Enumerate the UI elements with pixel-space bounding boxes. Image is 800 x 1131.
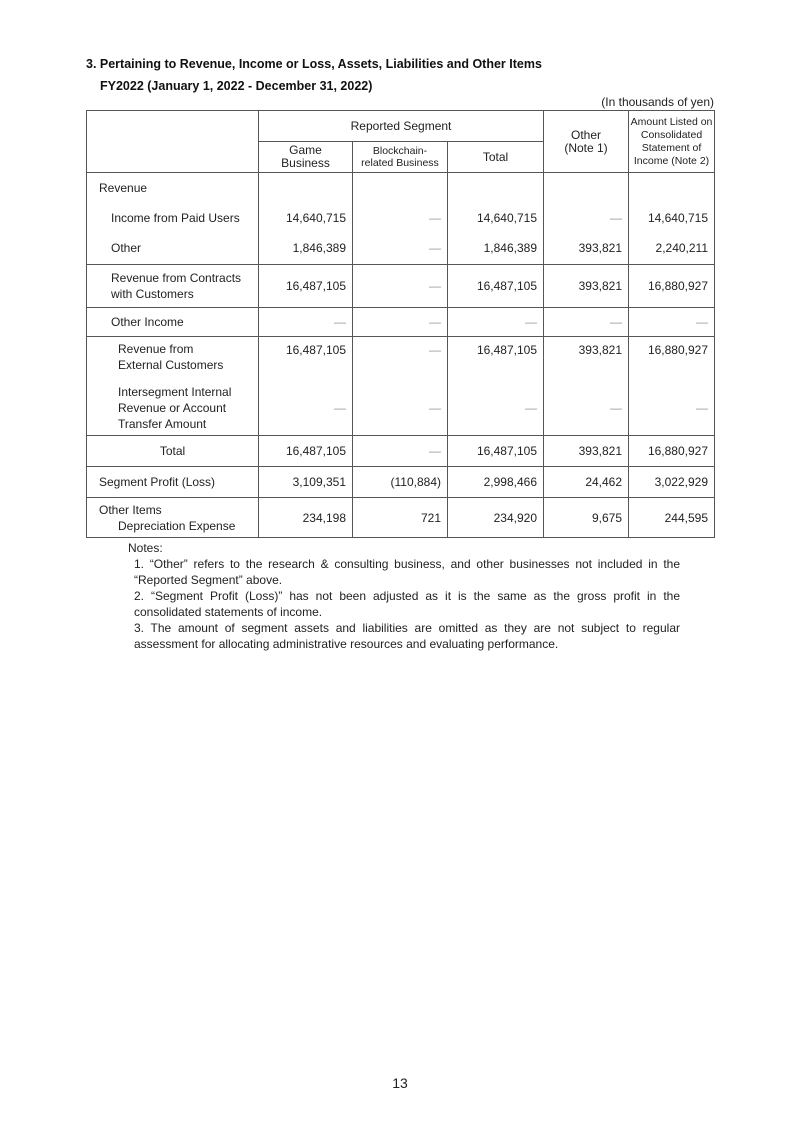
value-cell: —: [544, 381, 629, 436]
value-cell: —: [448, 308, 544, 337]
table-row: [87, 265, 715, 308]
note-3: 3. The amount of segment assets and liabilities are omitted as they are not subject to regular assessment for allocating administrative resources and evaluating performance.: [134, 621, 680, 651]
value-cell: (110,884): [353, 467, 448, 498]
value-cell: [353, 173, 448, 203]
value-cell: —: [629, 381, 715, 436]
value-cell: 24,462: [544, 467, 629, 498]
value-cell: 16,880,927: [629, 265, 715, 308]
value-cell: 16,487,105: [448, 265, 544, 308]
value-cell: [259, 173, 353, 203]
row-label: Revenue from External Customers: [118, 342, 224, 372]
value-cell: 244,595: [629, 498, 715, 538]
value-cell: —: [629, 308, 715, 337]
page-number: 13: [392, 1075, 408, 1091]
notes-title: Notes:: [128, 541, 163, 555]
value-cell: —: [544, 203, 629, 233]
row-label: Other Income: [111, 315, 184, 329]
value-cell: —: [448, 381, 544, 436]
value-cell: 393,821: [544, 436, 629, 467]
label-cell: [87, 467, 259, 498]
value-cell: 1,846,389: [259, 233, 353, 265]
value-cell: 393,821: [544, 233, 629, 265]
note-2: 2. “Segment Profit (Loss)” has not been adjusted as it is the same as the gross profit in the consolidated statements of income.: [134, 589, 680, 619]
value-cell: 1,846,389: [448, 233, 544, 265]
value-cell: 3,022,929: [629, 467, 715, 498]
value-cell: —: [259, 308, 353, 337]
table-row: [87, 173, 715, 203]
value-cell: [448, 173, 544, 203]
value-cell: 3,109,351: [259, 467, 353, 498]
value-cell: 16,487,105: [448, 436, 544, 467]
value-cell: 721: [353, 498, 448, 538]
row-sublabel: Depreciation Expense: [118, 518, 236, 533]
header-consolidated: Amount Listed on Consolidated Statement of Income (Note 2): [629, 111, 715, 173]
row-label: Income from Paid Users: [111, 210, 240, 225]
note-1: 1. “Other” refers to the research & consulting business, and other businesses not included in the “Reported Segment” above.: [134, 557, 680, 587]
row-label: Revenue: [99, 180, 148, 195]
unit-note: (In thousands of yen): [601, 95, 714, 109]
header-blockchain: Blockchain-related Business: [353, 142, 448, 173]
value-cell: —: [544, 308, 629, 337]
table-row: [87, 337, 715, 381]
value-cell: 234,920: [448, 498, 544, 538]
row-label: Intersegment Internal Revenue or Account Transfer Amount: [118, 384, 232, 431]
value-cell: —: [353, 233, 448, 265]
table-row: [87, 467, 715, 498]
value-cell: —: [353, 381, 448, 436]
value-cell: [629, 173, 715, 203]
value-cell: 14,640,715: [629, 203, 715, 233]
value-cell: 16,487,105: [259, 436, 353, 467]
value-cell: 16,487,105: [448, 337, 544, 381]
table-row: [87, 436, 715, 467]
value-cell: 16,880,927: [629, 337, 715, 381]
value-cell: 16,487,105: [259, 337, 353, 381]
label-cell: [87, 203, 259, 233]
value-cell: —: [353, 203, 448, 233]
label-cell: [87, 436, 259, 467]
label-cell: [87, 233, 259, 265]
row-label: Revenue from Contracts with Customers: [111, 271, 242, 301]
value-cell: 2,998,466: [448, 467, 544, 498]
value-cell: 16,487,105: [259, 265, 353, 308]
value-cell: —: [353, 265, 448, 308]
value-cell: 9,675: [544, 498, 629, 538]
value-cell: —: [353, 308, 448, 337]
header-blank: [87, 111, 259, 173]
value-cell: —: [259, 381, 353, 436]
header-total: Total: [448, 142, 544, 173]
value-cell: [544, 173, 629, 203]
value-cell: 393,821: [544, 337, 629, 381]
header-other: Other (Note 1): [544, 111, 629, 173]
table-row: [87, 381, 715, 436]
value-cell: —: [353, 436, 448, 467]
label-cell: [87, 265, 259, 308]
label-cell: [87, 381, 259, 436]
row-label: Segment Profit (Loss): [99, 475, 216, 489]
row-label: Total: [159, 444, 186, 458]
value-cell: 14,640,715: [259, 203, 353, 233]
value-cell: 14,640,715: [448, 203, 544, 233]
period-heading: FY2022 (January 1, 2022 - December 31, 2022): [100, 79, 373, 93]
label-cell: [87, 308, 259, 337]
table-row: [87, 233, 715, 265]
value-cell: 16,880,927: [629, 436, 715, 467]
notes: [128, 540, 680, 652]
row-label: Other Items: [99, 502, 162, 517]
label-cell: [87, 173, 259, 203]
header-reported-segment: Reported Segment: [259, 111, 544, 142]
label-cell: [87, 337, 259, 381]
table-row: [87, 203, 715, 233]
segment-table: [86, 110, 715, 538]
header-game: Game Business: [259, 142, 353, 173]
row-label: Other: [111, 241, 142, 256]
value-cell: 2,240,211: [629, 233, 715, 265]
table-row: [87, 498, 715, 538]
value-cell: —: [353, 337, 448, 381]
value-cell: 234,198: [259, 498, 353, 538]
value-cell: 393,821: [544, 265, 629, 308]
section-heading: 3. Pertaining to Revenue, Income or Loss, Assets, Liabilities and Other Items: [86, 57, 542, 71]
table-row: [87, 308, 715, 337]
label-cell: [87, 498, 259, 538]
